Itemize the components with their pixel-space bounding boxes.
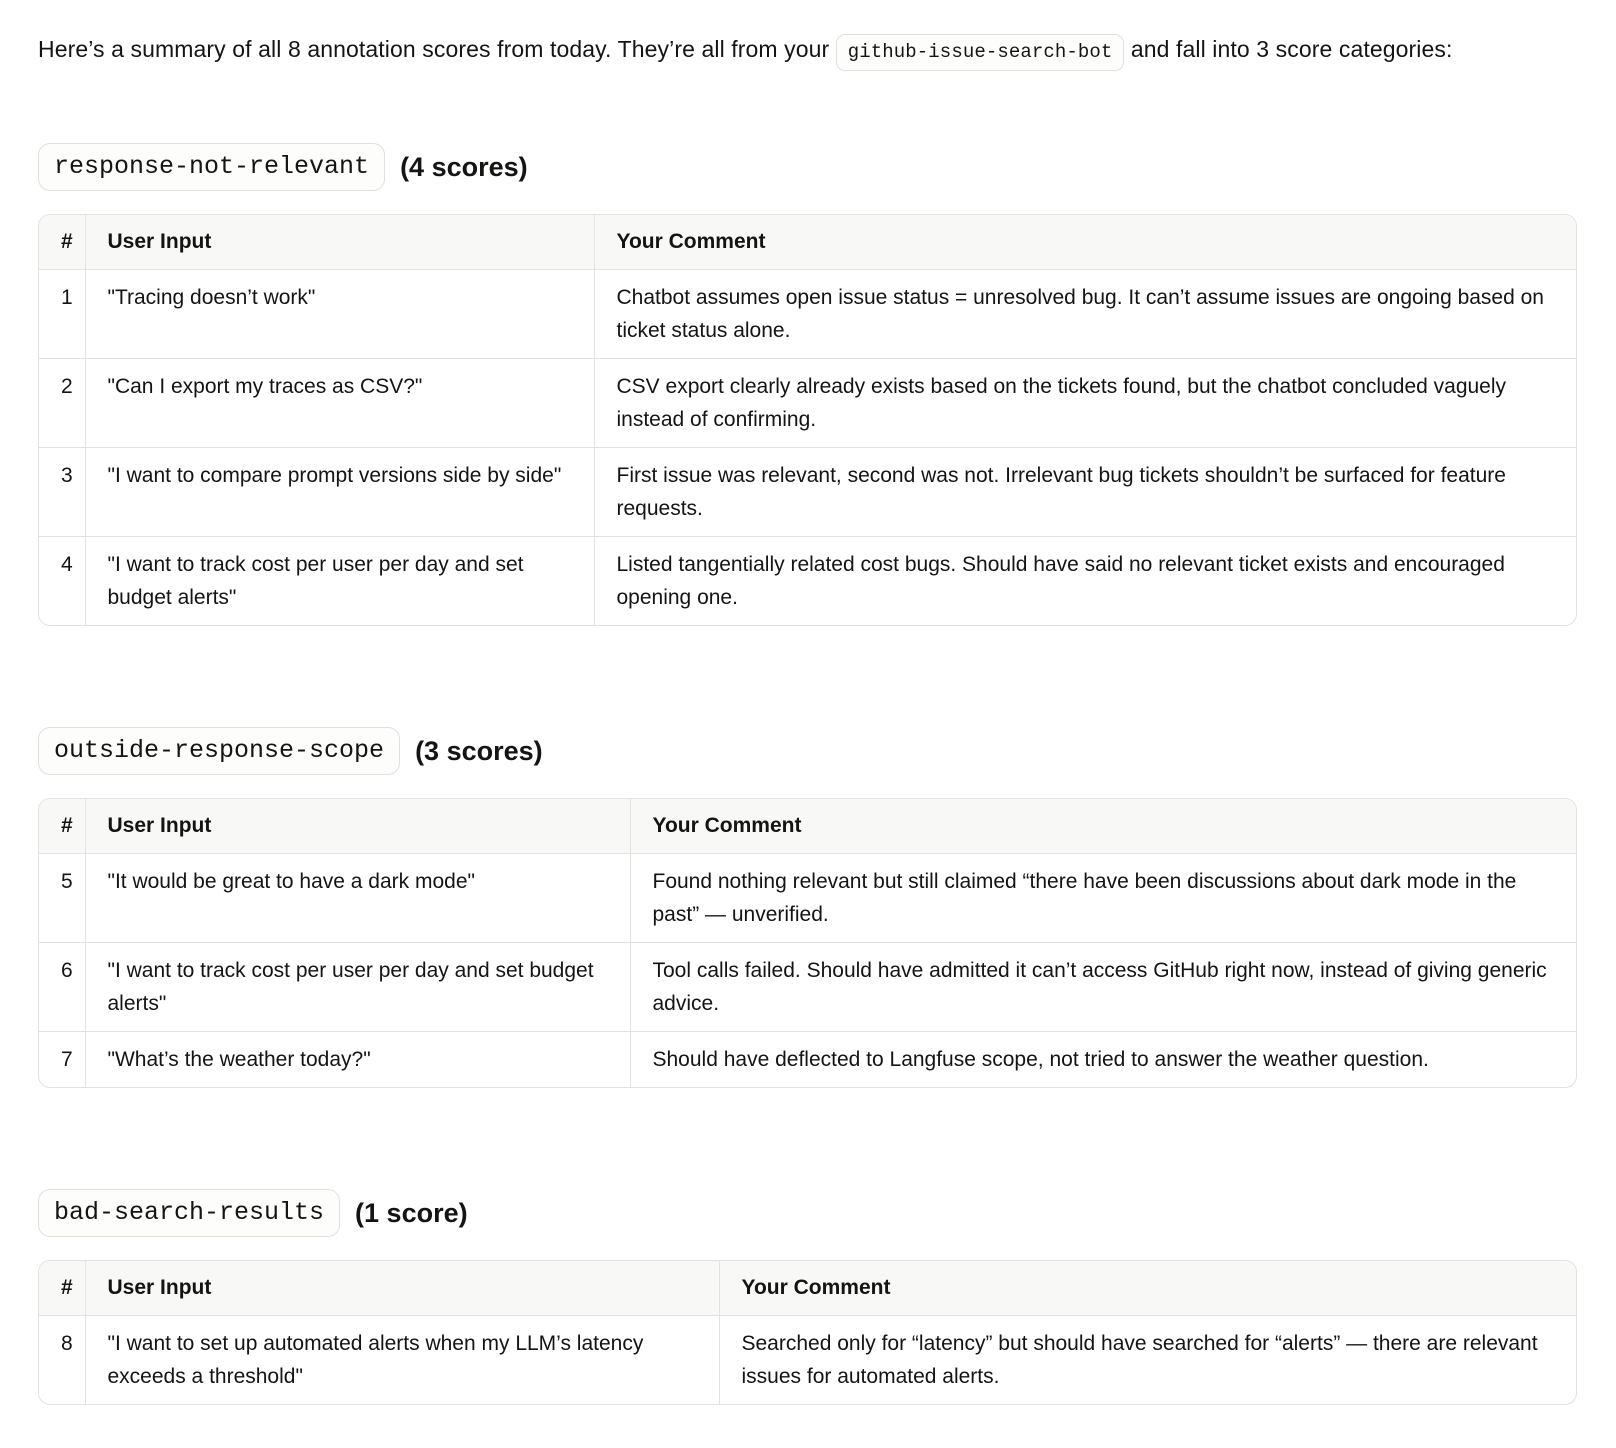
section-heading bbox=[38, 143, 1577, 191]
scores-table-wrapper bbox=[38, 798, 1577, 1088]
column-header-user-input: User Input bbox=[85, 1261, 719, 1316]
table-header-row bbox=[39, 215, 1576, 270]
column-header-comment: Your Comment bbox=[594, 215, 1576, 270]
column-header-num: # bbox=[39, 215, 85, 270]
table-header-row bbox=[39, 799, 1576, 854]
user-input-cell: "I want to set up automated alerts when my LLM’s latency exceeds a threshold" bbox=[85, 1316, 719, 1405]
row-number-cell: 7 bbox=[39, 1032, 85, 1088]
score-sections bbox=[38, 143, 1577, 1405]
comment-cell: Should have deflected to Langfuse scope, not tried to answer the weather question. bbox=[652, 1048, 1429, 1071]
column-header-comment: Your Comment bbox=[630, 799, 1576, 854]
user-input-cell: "What’s the weather today?" bbox=[85, 1032, 630, 1088]
user-input-cell: "Can I export my traces as CSV?" bbox=[85, 359, 594, 448]
table-row bbox=[39, 1316, 1576, 1405]
row-number-cell: 5 bbox=[39, 854, 85, 943]
column-header-comment: Your Comment bbox=[719, 1261, 1576, 1316]
score-name-badge: response-not-relevant bbox=[38, 143, 385, 191]
comment-cell: Listed tangentially related cost bugs. Should have said no relevant ticket exists and encouraged opening one. bbox=[616, 553, 1505, 609]
row-number-cell: 6 bbox=[39, 943, 85, 1032]
row-number-cell: 8 bbox=[39, 1316, 85, 1405]
scores-table bbox=[39, 799, 1576, 1087]
user-input-cell: "It would be great to have a dark mode" bbox=[85, 854, 630, 943]
comment-cell: Found nothing relevant but still claimed “there have been discussions about dark mode in the past” — unverified. bbox=[630, 854, 1576, 943]
table-row bbox=[39, 359, 1576, 448]
intro-text bbox=[38, 26, 1577, 73]
row-number-cell: 4 bbox=[39, 537, 85, 626]
table-row bbox=[39, 270, 1576, 359]
scores-table-wrapper bbox=[38, 214, 1577, 626]
table-row bbox=[39, 943, 1576, 1032]
score-name-badge: outside-response-scope bbox=[38, 727, 400, 775]
table-row bbox=[39, 854, 1576, 943]
comment-cell: First issue was relevant, second was not. Irrelevant bug tickets shouldn’t be surfaced for feature requests. bbox=[594, 448, 1576, 537]
score-section bbox=[38, 727, 1577, 1088]
row-number-cell: 2 bbox=[39, 359, 85, 448]
table-header-row bbox=[39, 1261, 1576, 1316]
column-header-user-input: User Input bbox=[85, 799, 630, 854]
score-name-badge: bad-search-results bbox=[38, 1189, 340, 1237]
table-row bbox=[39, 448, 1576, 537]
intro-text-before: Here’s a summary of all 8 annotation scores from today. They’re all from your bbox=[38, 36, 836, 62]
scores-table bbox=[39, 1261, 1576, 1404]
user-input-cell: "I want to track cost per user per day and set budget alerts" bbox=[85, 943, 630, 1032]
score-count-label: (1 score) bbox=[355, 1197, 468, 1228]
comment-cell: CSV export clearly already exists based on the tickets found, but the chatbot concluded vaguely instead of confirming. bbox=[594, 359, 1576, 448]
user-input-cell: "Tracing doesn’t work" bbox=[85, 270, 594, 359]
column-header-user-input: User Input bbox=[85, 215, 594, 270]
scores-table-wrapper bbox=[38, 1260, 1577, 1405]
table-row bbox=[39, 1032, 1576, 1088]
score-section bbox=[38, 143, 1577, 626]
user-input-cell: "I want to compare prompt versions side by side" bbox=[85, 448, 594, 537]
user-input-cell: "I want to track cost per user per day and set budget alerts" bbox=[85, 537, 594, 626]
column-header-num: # bbox=[39, 1261, 85, 1316]
score-count-label: (4 scores) bbox=[400, 151, 528, 182]
comment-cell: Searched only for “latency” but should have searched for “alerts” — there are relevant issues for automated alerts. bbox=[741, 1332, 1538, 1388]
comment-cell: Chatbot assumes open issue status = unresolved bug. It can’t assume issues are ongoing based on ticket status alone. bbox=[594, 270, 1576, 359]
section-heading bbox=[38, 1189, 1577, 1237]
score-count-label: (3 scores) bbox=[415, 735, 543, 766]
row-number-cell: 3 bbox=[39, 448, 85, 537]
column-header-num: # bbox=[39, 799, 85, 854]
intro-text-after: and fall into 3 score categories: bbox=[1124, 36, 1453, 62]
table-row bbox=[39, 537, 1576, 626]
comment-cell: Tool calls failed. Should have admitted it can’t access GitHub right now, instead of giving generic advice. bbox=[630, 943, 1576, 1032]
row-number-cell: 1 bbox=[39, 270, 85, 359]
section-heading bbox=[38, 727, 1577, 775]
project-name-code: github-issue-search-bot bbox=[836, 34, 1125, 71]
scores-table bbox=[39, 215, 1576, 625]
score-section bbox=[38, 1189, 1577, 1405]
